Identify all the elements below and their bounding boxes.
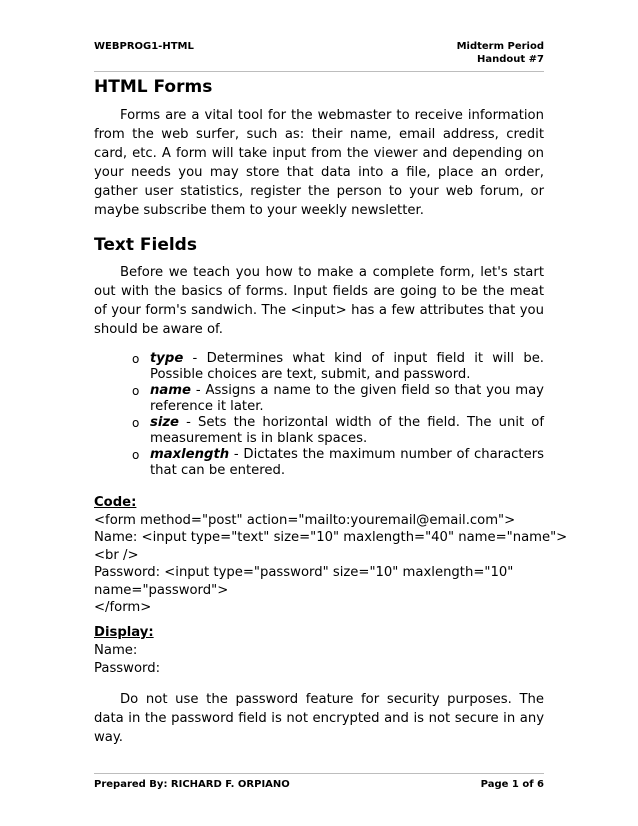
text-fields-paragraph: Before we teach you how to make a complete form, let's start out with the basics of forms. Input fields are going to be the meat of your form's sandwich. The <input> has a few attributes that you should be aware of. — [94, 265, 544, 337]
code-block — [94, 512, 568, 616]
page-header — [94, 40, 544, 72]
code-line: <form method="post" action="mailto:youremail@email.com"> — [94, 513, 516, 528]
period-label: Midterm Period — [456, 41, 544, 52]
section-title-text-fields: Text Fields — [94, 235, 197, 255]
attribute-term: type — [150, 351, 184, 366]
display-block — [94, 642, 544, 677]
attribute-term: name — [150, 383, 191, 398]
attribute-term: size — [150, 415, 179, 430]
display-label: Display: — [94, 625, 154, 641]
section-title-html-forms: HTML Forms — [94, 77, 213, 97]
code-line: Password: <input type="password" size="10" maxlength="10" — [94, 565, 514, 581]
attribute-term: maxlength — [150, 447, 230, 462]
page-footer — [94, 773, 544, 791]
list-item — [132, 351, 544, 383]
header-right — [457, 40, 544, 66]
attribute-description: - Sets the horizontal width of the field. The unit of measurement is in blank spaces. — [150, 415, 544, 446]
code-line: <br /> — [94, 547, 139, 563]
list-item — [132, 383, 544, 415]
attribute-list — [94, 351, 544, 479]
list-item — [132, 415, 544, 447]
code-line: </form> — [94, 600, 152, 616]
attribute-description: - Determines what kind of input field it will be. Possible choices are text, submit, and password. — [150, 351, 544, 382]
bullet-circle-icon: o — [132, 352, 140, 366]
code-label: Code: — [94, 495, 137, 510]
display-name-label: Name: — [94, 643, 138, 659]
attribute-description: - Assigns a name to the given field so that you may reference it later. — [150, 383, 544, 414]
course-code: WEBPROG1-HTML — [94, 41, 194, 52]
code-line: Name: <input type="text" size="10" maxlength="40" name="name"> — [94, 530, 568, 546]
bullet-circle-icon: o — [132, 384, 140, 398]
prepared-by: Prepared By: RICHARD F. ORPIANO — [94, 779, 290, 790]
code-line: name="password"> — [94, 582, 229, 598]
page-number: Page 1 of 6 — [480, 779, 544, 790]
list-item — [132, 447, 544, 479]
bullet-circle-icon: o — [132, 448, 140, 462]
page-content — [94, 76, 568, 747]
attribute-description: - Dictates the maximum number of characters that can be entered. — [150, 447, 544, 478]
intro-paragraph: Forms are a vital tool for the webmaster to receive information from the web surfer, such as: their name, email address, credit card, etc. A form will take input from the viewer and depending on your needs you may store that data into a file, place an order, gather user statistics, register the person to your web forum, or maybe subscribe them to your weekly newsletter. — [94, 108, 544, 218]
handout-label: Handout #7 — [477, 54, 544, 65]
display-password-label: Password: — [94, 660, 161, 676]
password-warning-paragraph: Do not use the password feature for security purposes. The data in the password field is not encrypted and is not secure in any way. — [94, 692, 544, 746]
bullet-circle-icon: o — [132, 416, 140, 430]
